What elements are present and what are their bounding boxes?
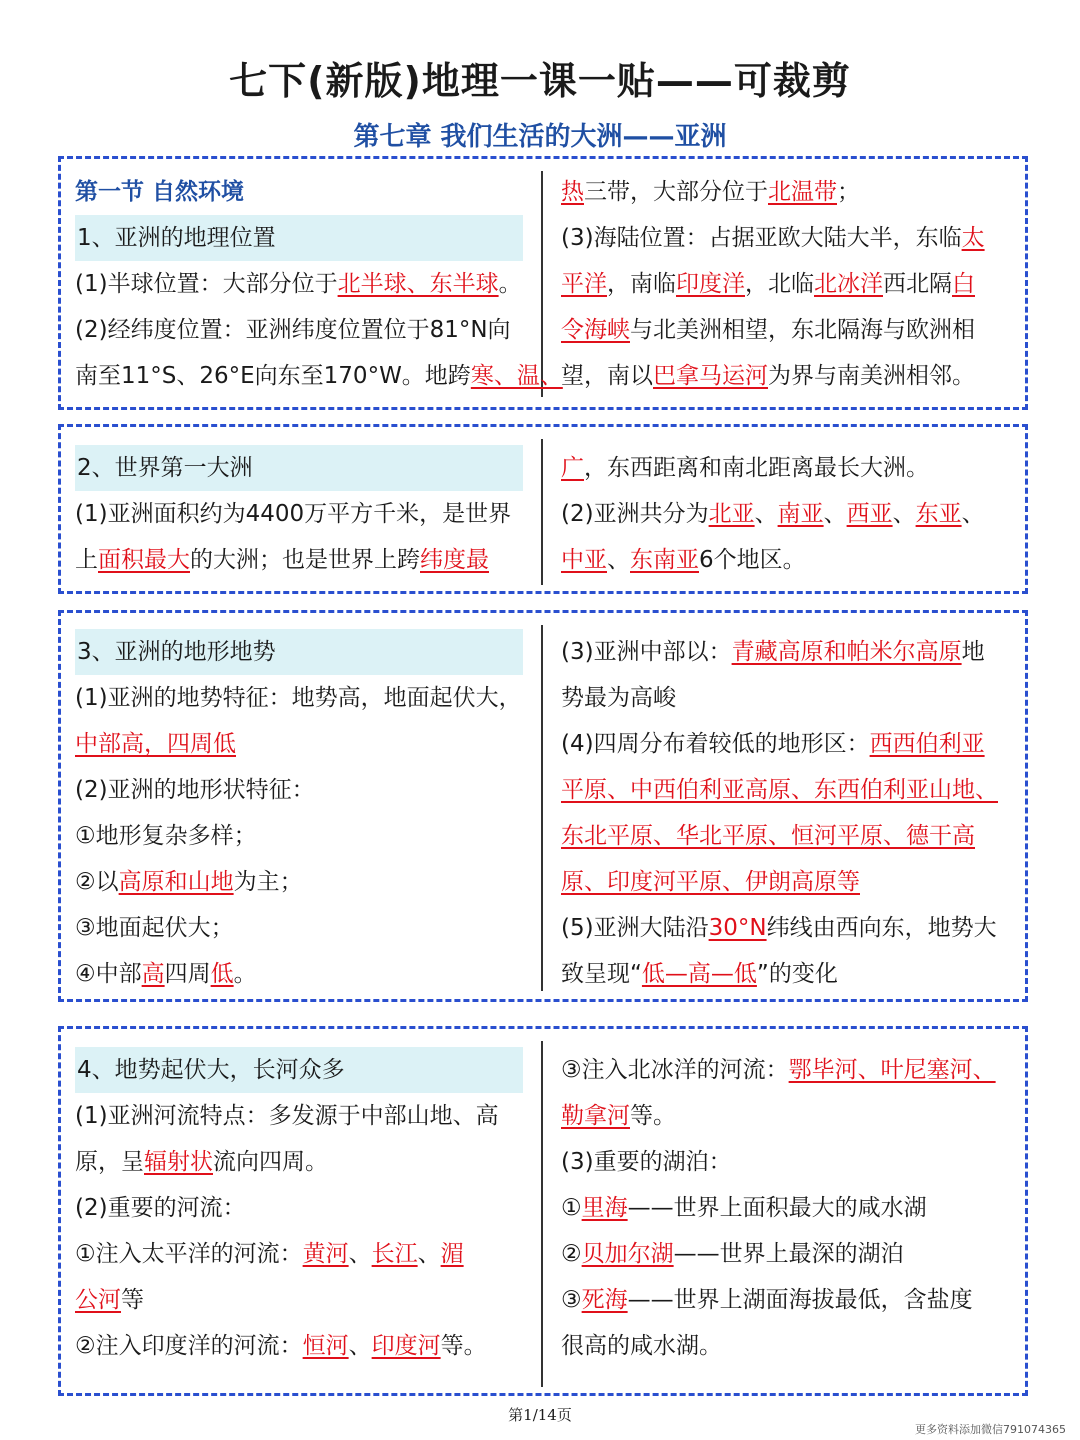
answer-text: 低 — [210, 961, 234, 987]
text-segment: 上 — [75, 547, 98, 573]
text-segment: ①地形复杂多样； — [75, 823, 257, 849]
answer-text: 死海 — [581, 1287, 628, 1313]
text-line — [75, 169, 527, 215]
answer-text: 高原和山地 — [118, 869, 234, 895]
answer-text: 30°N — [708, 915, 767, 941]
subsection-heading: 2、世界第一大洲 — [75, 445, 523, 491]
text-line — [561, 675, 1017, 721]
answer-text: 中亚 — [561, 547, 607, 573]
text-segment: 流向四周。 — [213, 1149, 328, 1175]
text-segment: (2)亚洲共分为 — [561, 501, 709, 527]
text-segment: (4)四周分布着较低的地形区： — [561, 731, 870, 757]
right-column — [561, 629, 1017, 997]
text-segment: ②以 — [75, 869, 119, 895]
text-segment: ——世界上最深的湖泊 — [673, 1241, 904, 1267]
text-segment: 、 — [892, 501, 916, 527]
text-segment: 望，南以 — [561, 363, 653, 389]
subsection-heading: 1、亚洲的地理位置 — [75, 215, 523, 261]
text-segment: ； — [837, 179, 860, 205]
answer-text: 鄂毕河、叶尼塞河、 — [788, 1057, 996, 1083]
answer-text: 辐射状 — [144, 1149, 213, 1175]
text-line — [561, 813, 1017, 859]
left-column — [75, 169, 563, 399]
column-divider — [541, 625, 543, 991]
text-line — [561, 1323, 1017, 1369]
left-column — [75, 445, 527, 583]
text-segment: (2)经纬度位置：亚洲纬度位置位于81°N向 — [75, 317, 511, 343]
answer-text: 中部高，四周低 — [75, 731, 236, 757]
text-line — [561, 307, 1017, 353]
text-segment: (1)亚洲河流特点：多发源于中部山地、高 — [75, 1103, 499, 1129]
subsection-heading: 3、亚洲的地形地势 — [75, 629, 523, 675]
text-segment: 与北美洲相望，东北隔海与欧洲相 — [630, 317, 975, 343]
text-line — [561, 1047, 1017, 1093]
text-line — [561, 169, 1017, 215]
text-segment: 势最为高峻 — [561, 685, 676, 711]
text-line — [75, 813, 527, 859]
answer-text: 北温带 — [768, 179, 837, 205]
answer-text: 南亚 — [777, 501, 824, 527]
text-segment: ③地面起伏大； — [75, 915, 234, 941]
text-line — [75, 951, 527, 997]
answer-text: 青藏高原和帕米尔高原 — [731, 639, 962, 665]
answer-text: 湄 — [440, 1241, 464, 1267]
text-segment: 地 — [961, 639, 985, 665]
answer-text: 贝加尔湖 — [581, 1241, 674, 1267]
text-segment: 三带，大部分位于 — [584, 179, 768, 205]
text-segment: 、 — [417, 1241, 441, 1267]
text-line — [75, 491, 527, 537]
text-segment: 。 — [233, 961, 257, 987]
answer-text: 西亚 — [846, 501, 893, 527]
text-segment: ③注入北冰洋的河流： — [561, 1057, 789, 1083]
text-line — [561, 721, 1017, 767]
section-box-4 — [58, 1026, 1028, 1396]
answer-text: 印度洋 — [676, 271, 745, 297]
text-segment: ④中部 — [75, 961, 142, 987]
answer-text: 巴拿马运河 — [653, 363, 768, 389]
text-line — [561, 1277, 1017, 1323]
text-line — [75, 629, 527, 675]
text-line — [75, 261, 527, 307]
text-segment: ① — [561, 1195, 582, 1221]
text-segment: 、 — [823, 501, 847, 527]
text-segment: ——世界上面积最大的咸水湖 — [627, 1195, 927, 1221]
text-line — [75, 1047, 527, 1093]
column-divider — [541, 439, 543, 585]
text-line — [75, 1323, 527, 1369]
answer-text: 黄河 — [302, 1241, 349, 1267]
text-segment: 等。 — [440, 1333, 487, 1359]
text-segment: 、 — [348, 1333, 372, 1359]
text-segment: 6个地区。 — [699, 547, 806, 573]
text-line — [75, 1277, 527, 1323]
answer-text: 平洋 — [561, 271, 607, 297]
answer-text: 长江 — [371, 1241, 418, 1267]
text-line — [75, 353, 563, 399]
text-line — [75, 767, 527, 813]
answer-text: 北冰洋 — [814, 271, 883, 297]
text-line — [561, 951, 1017, 997]
text-segment: 、 — [754, 501, 778, 527]
page-title: 七下(新版)地理一课一贴——可裁剪 — [229, 59, 851, 103]
right-column — [561, 445, 1017, 583]
left-column — [75, 1047, 527, 1369]
answer-text: 纬度最 — [420, 547, 489, 573]
text-line — [561, 261, 1017, 307]
answer-text: 低—高—低 — [641, 961, 757, 987]
answer-text: 热 — [561, 179, 584, 205]
text-segment: (5)亚洲大陆沿 — [561, 915, 709, 941]
text-line — [561, 445, 1017, 491]
watermark-text: 更多资料添加微信791074365 — [915, 1423, 1066, 1436]
text-segment: ，南临 — [607, 271, 676, 297]
text-segment: ①注入太平洋的河流： — [75, 1241, 303, 1267]
answer-text: 寒、温、 — [470, 363, 563, 389]
text-segment: (3)亚洲中部以： — [561, 639, 732, 665]
left-column — [75, 629, 527, 997]
page-number: 第1/14页 — [508, 1406, 572, 1424]
text-segment: 为界与南美洲相邻。 — [768, 363, 975, 389]
text-segment: (2)重要的河流： — [75, 1195, 246, 1221]
text-line — [75, 537, 527, 583]
text-segment: ③ — [561, 1287, 582, 1313]
text-segment: 原，呈 — [75, 1149, 144, 1175]
text-line — [75, 859, 527, 905]
answer-text: 广 — [561, 455, 584, 481]
right-column — [561, 169, 1017, 399]
answer-text: 公河 — [75, 1287, 121, 1313]
column-divider — [541, 1041, 543, 1387]
text-line — [75, 905, 527, 951]
text-line — [561, 629, 1017, 675]
answer-text: 面积最大 — [98, 547, 190, 573]
answer-text: 令海峡 — [561, 317, 630, 343]
text-line — [561, 1093, 1017, 1139]
answer-text: 北亚 — [708, 501, 755, 527]
text-segment: 等。 — [630, 1103, 676, 1129]
text-line — [561, 491, 1017, 537]
text-segment: 的大洲；也是世界上跨 — [190, 547, 420, 573]
answer-text: 勒拿河 — [561, 1103, 630, 1129]
subsection-heading: 4、地势起伏大，长河众多 — [75, 1047, 523, 1093]
text-line — [561, 859, 1017, 905]
answer-text: 恒河 — [302, 1333, 349, 1359]
text-line — [561, 1139, 1017, 1185]
text-segment: (2)亚洲的地形状特征： — [75, 777, 315, 803]
text-segment: (1)半球位置：大部分位于 — [75, 271, 338, 297]
answer-text: 东北平原、华北平原、恒河平原、德干高 — [561, 823, 975, 849]
text-segment: 、 — [961, 501, 985, 527]
text-line — [75, 1185, 527, 1231]
answer-text: 北半球、东半球 — [337, 271, 499, 297]
section-heading: 第一节 自然环境 — [75, 179, 245, 205]
text-line — [561, 353, 1017, 399]
right-column — [561, 1047, 1017, 1369]
text-line — [75, 215, 527, 261]
section-box-2 — [58, 424, 1028, 594]
text-line — [561, 905, 1017, 951]
section-box-1 — [58, 156, 1028, 410]
answer-text: 平原、中西伯利亚高原、东西伯利亚山地、 — [561, 777, 998, 803]
text-segment: 致呈现“ — [561, 961, 642, 987]
text-segment: (1)亚洲的地势特征：地势高，地面起伏大， — [75, 685, 522, 711]
text-segment: (3)重要的湖泊： — [561, 1149, 732, 1175]
text-segment: 很高的咸水湖。 — [561, 1333, 722, 1359]
text-segment: ，北临 — [745, 271, 814, 297]
answer-text: 太 — [961, 225, 985, 251]
text-line — [561, 1185, 1017, 1231]
text-line — [561, 767, 1017, 813]
answer-text: 白 — [952, 271, 975, 297]
chapter-heading: 第七章 我们生活的大洲——亚洲 — [353, 122, 727, 152]
text-segment: 西北隔 — [883, 271, 952, 297]
text-segment: 纬线由西向东，地势大 — [766, 915, 997, 941]
text-segment: ”的变化 — [756, 961, 838, 987]
text-line — [75, 675, 527, 721]
text-segment: 南至11°S、26°E向东至170°W。地跨 — [75, 363, 471, 389]
text-line — [75, 721, 527, 767]
answer-text: 原、印度河平原、伊朗高原等 — [561, 869, 860, 895]
section-box-3 — [58, 610, 1028, 1002]
text-segment: (3)海陆位置：占据亚欧大陆大半，东临 — [561, 225, 962, 251]
text-line — [75, 1139, 527, 1185]
text-segment: 四周 — [164, 961, 211, 987]
text-line — [561, 215, 1017, 261]
text-line — [561, 1231, 1017, 1277]
text-line — [561, 537, 1017, 583]
answer-text: 印度河 — [371, 1333, 441, 1359]
answer-text: 西西伯利亚 — [869, 731, 985, 757]
text-segment: (1)亚洲面积约为4400万平方千米，是世界 — [75, 501, 512, 527]
answer-text: 东南亚 — [630, 547, 699, 573]
text-segment: 。 — [498, 271, 522, 297]
text-line — [75, 1231, 527, 1277]
text-segment: 为主； — [233, 869, 303, 895]
text-line — [75, 307, 527, 353]
text-segment: 、 — [348, 1241, 372, 1267]
text-line — [75, 445, 527, 491]
text-segment: 等 — [121, 1287, 144, 1313]
text-segment: ② — [561, 1241, 582, 1267]
answer-text: 高 — [141, 961, 165, 987]
answer-text: 东亚 — [915, 501, 962, 527]
text-segment: ②注入印度洋的河流： — [75, 1333, 303, 1359]
text-segment: ，东西距离和南北距离最长大洲。 — [584, 455, 929, 481]
text-line — [75, 1093, 527, 1139]
text-segment: ——世界上湖面海拔最低，含盐度 — [627, 1287, 973, 1313]
text-segment: 、 — [607, 547, 630, 573]
answer-text: 里海 — [581, 1195, 628, 1221]
